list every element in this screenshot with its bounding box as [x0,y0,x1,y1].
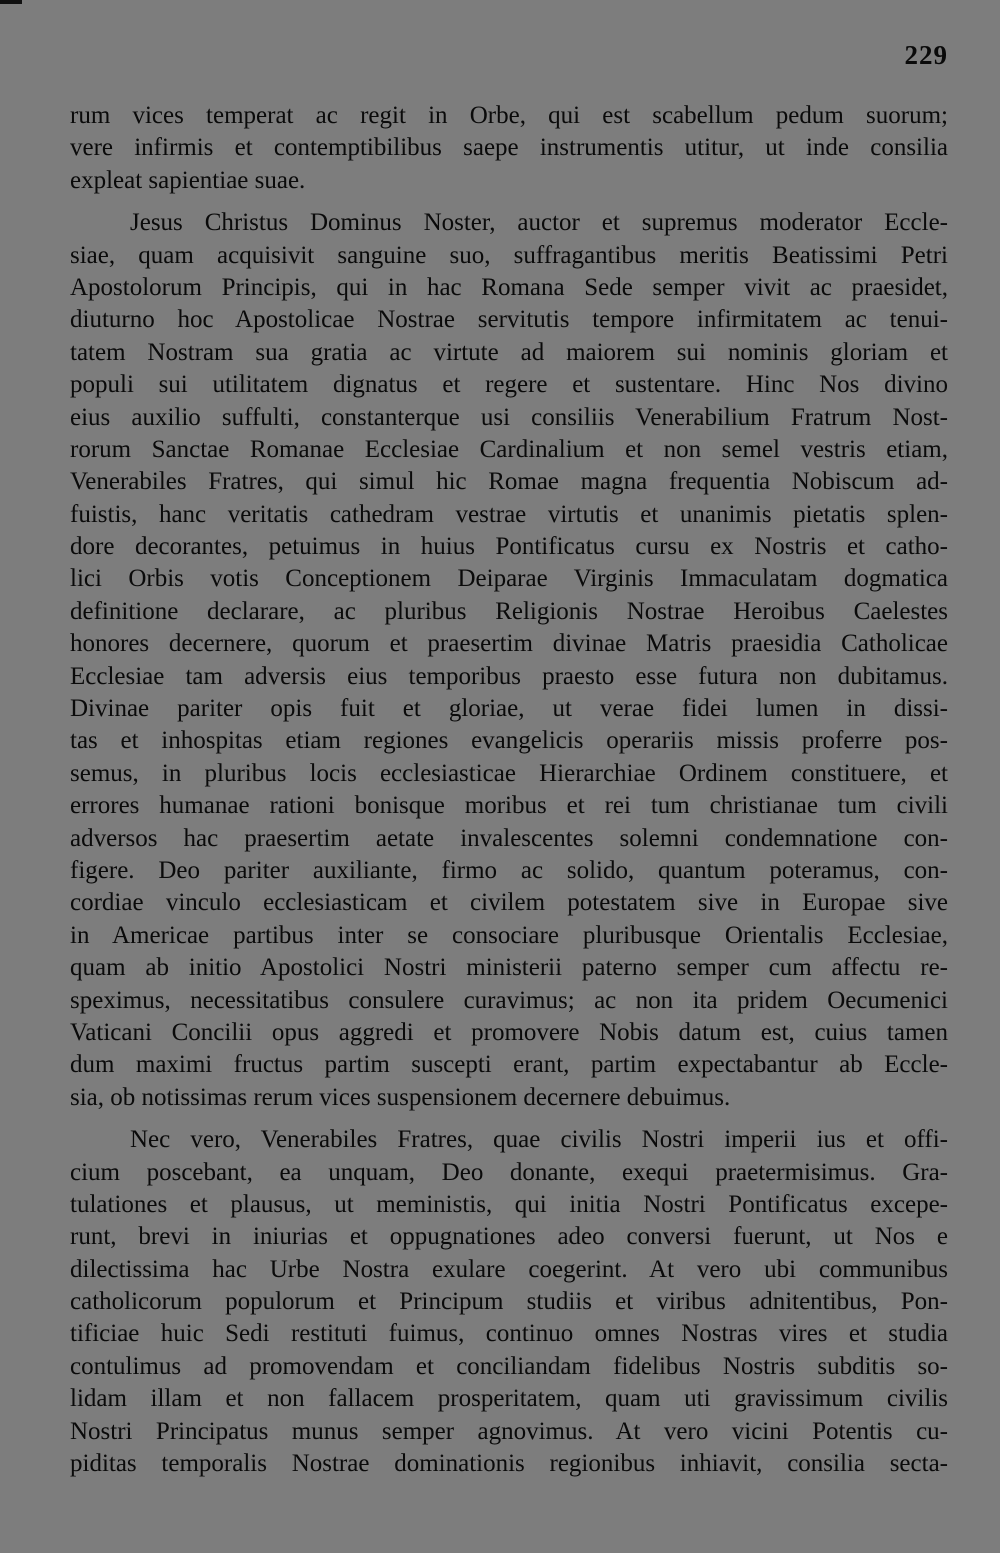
corner-mark [0,0,22,4]
text-line: diuturno hoc Apostolicae Nostrae servitutis tempore infirmitatem ac tenui- [70,306,948,334]
text-line: Ecclesiae tam adversis eius temporibus praesto esse futura non dubitamus. [70,662,948,690]
text-line: Vaticani Concilii opus aggredi et promovere Nobis datum est, cuius tamen [70,1018,948,1046]
text-line: catholicorum populorum et Principum studiis et viribus adnitentibus, Pon- [70,1288,948,1316]
text-line: expleat sapientiae suae. [70,166,306,194]
text-line: Nec vero, Venerabiles Fratres, quae civilis Nostri imperii ius et offi- [130,1126,948,1154]
paragraph [70,207,948,1114]
text-line: Venerabiles Fratres, qui simul hic Romae magna frequentia Nobiscum ad- [70,468,948,496]
text-line: tificiae huic Sedi restituti fuimus, continuo omnes Nostras vires et studia [70,1320,948,1348]
text-line: lidam illam et non fallacem prosperitatem, quam uti gravissimum civilis [70,1385,948,1413]
text-line: definitione declarare, ac pluribus Religionis Nostrae Heroibus Caelestes [70,597,948,625]
text-line: tatem Nostram sua gratia ac virtute ad maiorem sui nominis gloriam et [70,338,948,366]
text-line: fuistis, hanc veritatis cathedram vestrae virtutis et unanimis pietatis splen- [70,500,948,528]
text-line: adversos hac praesertim aetate invalescentes solemni condemnatione con- [70,824,948,852]
page-number: 229 [904,40,948,70]
text-line: tas et inhospitas etiam regiones evangelicis operariis missis proferre pos- [70,727,948,755]
text-line: Apostolorum Principis, qui in hac Romana Sede semper vivit ac praesidet, [70,273,948,301]
text-line: cium poscebant, ea unquam, Deo donante, exequi praetermisimus. Gra- [70,1158,948,1186]
paragraph-gap [70,197,948,207]
text-line: sia, ob notissimas rerum vices suspensionem decernere debuimus. [70,1083,731,1111]
text-line: dore decorantes, petuimus in huius Pontificatus cursu ex Nostris et catho- [70,533,948,561]
text-line: piditas temporalis Nostrae dominationis regionibus inhiavit, consilia secta- [70,1450,948,1478]
text-line: Divinae pariter opis fuit et gloriae, ut verae fidei lumen in dissi- [70,695,948,723]
text-line: figere. Deo pariter auxiliante, firmo ac solido, quantum poteramus, con- [70,856,948,884]
text-line: cordiae vinculo ecclesiasticam et civilem potestatem sive in Europae sive [70,889,948,917]
text-line: rum vices temperat ac regit in Orbe, qui est scabellum pedum suorum; [70,102,948,129]
text-line: honores decernere, quorum et praesertim divinae Matris praesidia Catholicae [70,630,948,658]
text-line: Nostri Principatus munus semper agnovimus. At vero vicini Potentis cu- [70,1417,948,1445]
paragraph-gap [70,1114,948,1124]
text-line: Jesus Christus Dominus Noster, auctor et supremus moderator Eccle- [130,209,948,237]
text-line: quam ab initio Apostolici Nostri ministerii paterno semper cum affectu re- [70,954,948,982]
text-line: speximus, necessitatibus consulere curavimus; ac non ita pridem Oecumenici [70,986,948,1014]
text-line: siae, quam acquisivit sanguine suo, suffragantibus meritis Beatissimi Petri [70,241,948,269]
text-line: populi sui utilitatem dignatus et regere et sustentare. Hinc Nos divino [70,371,948,399]
text-line: eius auxilio suffulti, constanterque usi consiliis Venerabilium Fratrum Nost- [70,403,948,431]
text-line: lici Orbis votis Conceptionem Deiparae Virginis Immaculatam dogmatica [70,565,948,593]
body-text [70,100,948,1480]
text-line: runt, brevi in iniurias et oppugnationes adeo conversi fuerunt, ut Nos e [70,1223,948,1251]
text-line: semus, in pluribus locis ecclesiasticae Hierarchiae Ordinem constituere, et [70,759,948,787]
text-line: vere infirmis et contemptibilibus saepe instrumentis utitur, ut inde consilia [70,134,948,162]
paragraph [70,1124,948,1480]
text-line: contulimus ad promovendam et conciliandam fidelibus Nostris subditis so- [70,1352,948,1380]
paragraph [70,100,948,197]
text-line: dum maximi fructus partim suscepti erant, partim expectabantur ab Eccle- [70,1051,948,1079]
text-line: tulationes et plausus, ut meministis, qui initia Nostri Pontificatus excepe- [70,1190,948,1218]
text-line: dilectissima hac Urbe Nostra exulare coegerint. At vero ubi communibus [70,1255,948,1283]
text-line: rorum Sanctae Romanae Ecclesiae Cardinalium et non semel vestris etiam, [70,435,948,463]
text-line: in Americae partibus inter se consociare pluribusque Orientalis Ecclesiae, [70,921,948,949]
text-line: errores humanae rationi bonisque moribus et rei tum christianae tum civili [70,792,948,820]
